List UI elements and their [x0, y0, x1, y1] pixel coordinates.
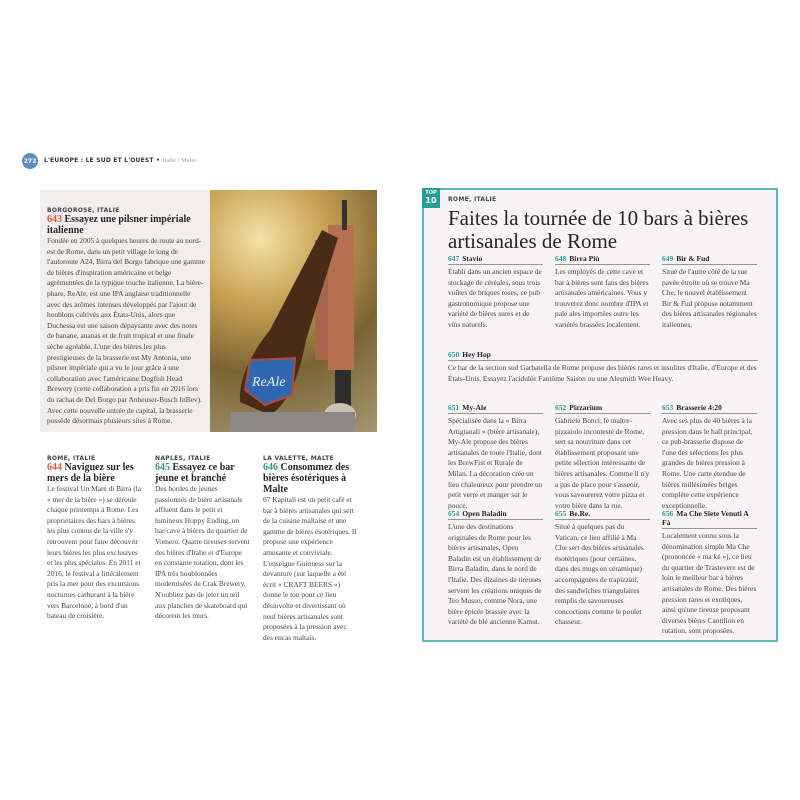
article-title: Essayez ce bar jeune et branché — [155, 462, 235, 484]
entry-heading — [555, 403, 650, 414]
entry-body: L'une des destinations originales de Rome pour les bières artisanales, Open Baladin est un établissement de Birra Baladin, dans le nord de l'Italie. Des dizaines de tireuses servent les créations uniques de Teo Musso, comme Nora, une bière épicée brassée avec la variété de blé ancienne Kamut. — [448, 522, 542, 627]
entry-body: Établi dans un ancien espace de stockage de céréales, sous trois voûtes de briques roses, ce pub gastronomique propose une variété de bières sures et de vins naturels. — [448, 267, 542, 329]
entry-number: 650 — [448, 350, 460, 359]
article-location: LA VALETTE, MALTE — [263, 455, 334, 462]
top10-location: ROME, ITALIE — [448, 196, 497, 203]
entry-heading — [662, 254, 757, 265]
entry-number: 655 — [555, 509, 567, 518]
entry-name: Hey Hop — [462, 350, 491, 359]
article-location: ROME, ITALIE — [47, 455, 96, 462]
article-title: Naviguez sur les mers de la bière — [47, 462, 134, 484]
article-body: Le festival Un Mare di Birra (la « mer de la bière ») se déroule chaque printemps à Rome. Les propriétaires des bars à bières les plus connus de la ville s'y retrouvent pour faire découvrir leurs bières les plus exclusives et les plus spéciales. En 2011 et 2016, le festival a littéralement pris la mer pour des excursions nocturnes carburant à la bière vers Barcelone, à bord d'un bateau de croisière. — [47, 484, 141, 621]
entry-name: Brasserie 4:20 — [676, 403, 722, 412]
entry-652 — [555, 403, 650, 511]
entry-heading — [662, 403, 757, 414]
entry-body: Localement connu sous la dénomination simple Ma Che (prononcée « ma ké »), ce lieu du quartier de Trastevere est de loin le meilleur bar à bières artisanales de Rome. Des bières pression rares et exotiques, ainsi qu'une tireuse proposant diverses bières Cantillon en rotation, sont proposées. — [662, 531, 757, 636]
entry-heading — [662, 509, 757, 529]
entry-name: Bir & Fud — [676, 254, 710, 263]
entry-body: Spécialisée dans la « Birra Artigianali » (bière artisanale), My-Ale propose des bières artisanales de toute l'Italie, dont les BrewFist et Rurale de Milan. La décoration crée un lieu chaleureux pour prendre un petit verre et manger sur le pouce. — [448, 416, 543, 510]
entry-body: Situé à quelques pas du Vatican, ce lieu affilié à Ma Che sert des bières artisanales ésotériques (pour certaines, dans des mugs en céramique) accompagnées de trapizzini, des sandwiches triangulaires remplis de savoureuses concoctions comme le poulet chasseur. — [555, 522, 644, 627]
entry-name: Open Baladin — [462, 509, 507, 518]
article-heading — [155, 462, 250, 484]
entry-body: Les employés de cette cave et bar à bières sont fans des bières artisanales américaines. Vous y trouverez donc nombre d'IPA et pale ales importées outre les variétés brassées localement. — [555, 267, 649, 329]
badge-top: TOP — [425, 190, 437, 196]
article-title: Consommez des bières ésotériques à Malte — [263, 462, 350, 495]
entry-656 — [662, 509, 757, 637]
feature-title: Essayez une pilsner impériale italienne — [47, 214, 191, 236]
separator: • — [156, 157, 161, 164]
entry-655 — [555, 509, 650, 628]
entry-647 — [448, 254, 543, 331]
article-body: Des hordes de jeunes passionnés de bière artisanale affluent dans le petit et lumineux Hoppy Ending, un bar/cave à bières du quartier de Vomero. Quatre tireuses servent des bières d'Italie et d'Europe en constante rotation, dont les IPA très houblonnées modernisées de Crak Brewery. N'oubliez pas de jeter un œil aux planches de skateboard qui décorent les murs. — [155, 484, 250, 621]
entry-649 — [662, 254, 757, 331]
article-heading — [47, 462, 142, 484]
entry-name: Be.Re. — [569, 509, 591, 518]
feature-number: 643 — [47, 214, 62, 225]
article-number: 645 — [155, 462, 170, 473]
top10-title: Faites la tournée de 10 bars à bières artisanales de Rome — [448, 206, 749, 253]
entry-name: Ma Che Siete Venuti A Fà — [662, 509, 749, 527]
entry-number: 652 — [555, 403, 567, 412]
article-location: NAPLES, ITALIE — [155, 455, 211, 462]
entry-number: 647 — [448, 254, 460, 263]
entry-name: My-Ale — [462, 403, 487, 412]
article-number: 646 — [263, 462, 278, 473]
article-644 — [47, 455, 142, 622]
article-body: 67 Kapitali est un petit café et bar à bières artisanales qui sert de la cuisine maltaise et une gamme de bières ésotériques. Il propose une expérience amusante et conviviale. L'enseigne Guinness sur la devanture (sur laquelle a été écrit « CRAFT BEERS ») donne le ton pour ce lieu désinvolte et divertissant où neuf bières artisanales sont proposées à la pression avec des encas maltais. — [263, 495, 357, 642]
entry-body: Situé de l'autre côté de la rue pavée étroite où se trouve Ma Che, le nouvel établissement Bir & Fud propose notamment des bières artisanales régionales italiennes. — [662, 267, 757, 329]
article-number: 644 — [47, 462, 62, 473]
article-645 — [155, 455, 250, 622]
entry-heading — [555, 509, 650, 520]
entry-heading — [448, 350, 758, 361]
entry-648 — [555, 254, 650, 331]
entry-number: 654 — [448, 509, 460, 518]
feature-location: BORGOROSE, ITALIE — [47, 207, 120, 214]
entry-651 — [448, 403, 543, 511]
entry-number: 656 — [662, 509, 674, 518]
article-646 — [263, 455, 358, 643]
entry-body: Ce bar de la section sud Garbatella de Rome propose des bières rares et insolites d'Italie, d'Europe et des États-Unis. Essayez l'acidulée Fantôme Saison ou une Alesmith Wee Heavy. — [448, 363, 757, 383]
entry-heading — [555, 254, 650, 265]
entry-body: Avec ses plus de 40 bières à la pression dans le hall principal, ce pub-brasserie dispose de l'une des sélections les plus grandes de bières pression à Rome. Une carte étendue de bières millésimées belges complète cette expérience exceptionnelle. — [662, 416, 753, 510]
entry-name: Pizzarium — [569, 403, 603, 412]
subsection-title: Italie / Malte — [162, 158, 197, 164]
entry-number: 648 — [555, 254, 567, 263]
badge-num: 10 — [425, 196, 437, 205]
entry-number: 649 — [662, 254, 674, 263]
top10-badge — [422, 188, 440, 208]
entry-name: Stavio — [462, 254, 483, 263]
entry-name: Birra Più — [569, 254, 600, 263]
entry-653 — [662, 403, 757, 511]
entry-heading — [448, 509, 543, 520]
article-heading — [263, 462, 358, 495]
entry-body: Gabriele Bonci, le maître-pizzaiolo incontesté de Rome, sert sa nourriture dans cet établissement proposant une petite sélection intéressante de bières artisanales. Comme il n'y a pas de place pour s'asseoir, vous savourerez votre pizza et votre bière dans la rue. — [555, 416, 650, 510]
beer-bottle-photo — [210, 190, 377, 432]
feature-body: Fondée en 2005 à quelques heures de route au nord-est de Rome, dans un petit village le long de l'autoroute A24, Birra del Borgo fabrique une gamme de bières d'inspiration américaine et belge agrémentées de la typique touche italienne. La bière-phare, ReAle, est une IPA anglaise traditionnelle avec des arômes intenses développés par l'ajout de houblons cultivés aux États-Unis, alors que Duchessa est une saison dépaysante avec des notes de banane, ananas et de fruit tropical et une finale sèche agréable. L'une des bières les plus prestigieuses de la brasserie est My Antonia, une pilsner impériale qui a vu le jour grâce à une collaboration avec l'américaine Dogfish Head Brewery (cette collaboration a pris fin en 2016 lors du rachat de Del Borgo par Anheuser-Busch InBev). Avec cette nouvelle entrée de capital, la brasserie possède désormais plusieurs sites à Rome. — [47, 236, 205, 426]
section-title: L'EUROPE : LE SUD ET L'OUEST — [44, 157, 154, 164]
feature-heading — [47, 214, 205, 236]
entry-number: 653 — [662, 403, 674, 412]
entry-654 — [448, 509, 543, 628]
running-header — [44, 157, 196, 164]
page-number-badge: 272 — [22, 153, 38, 169]
entry-heading — [448, 403, 543, 414]
entry-650 — [448, 350, 758, 384]
entry-heading — [448, 254, 543, 265]
bottle-label: ReAle — [252, 375, 286, 390]
entry-number: 651 — [448, 403, 460, 412]
feature-article — [47, 207, 205, 427]
